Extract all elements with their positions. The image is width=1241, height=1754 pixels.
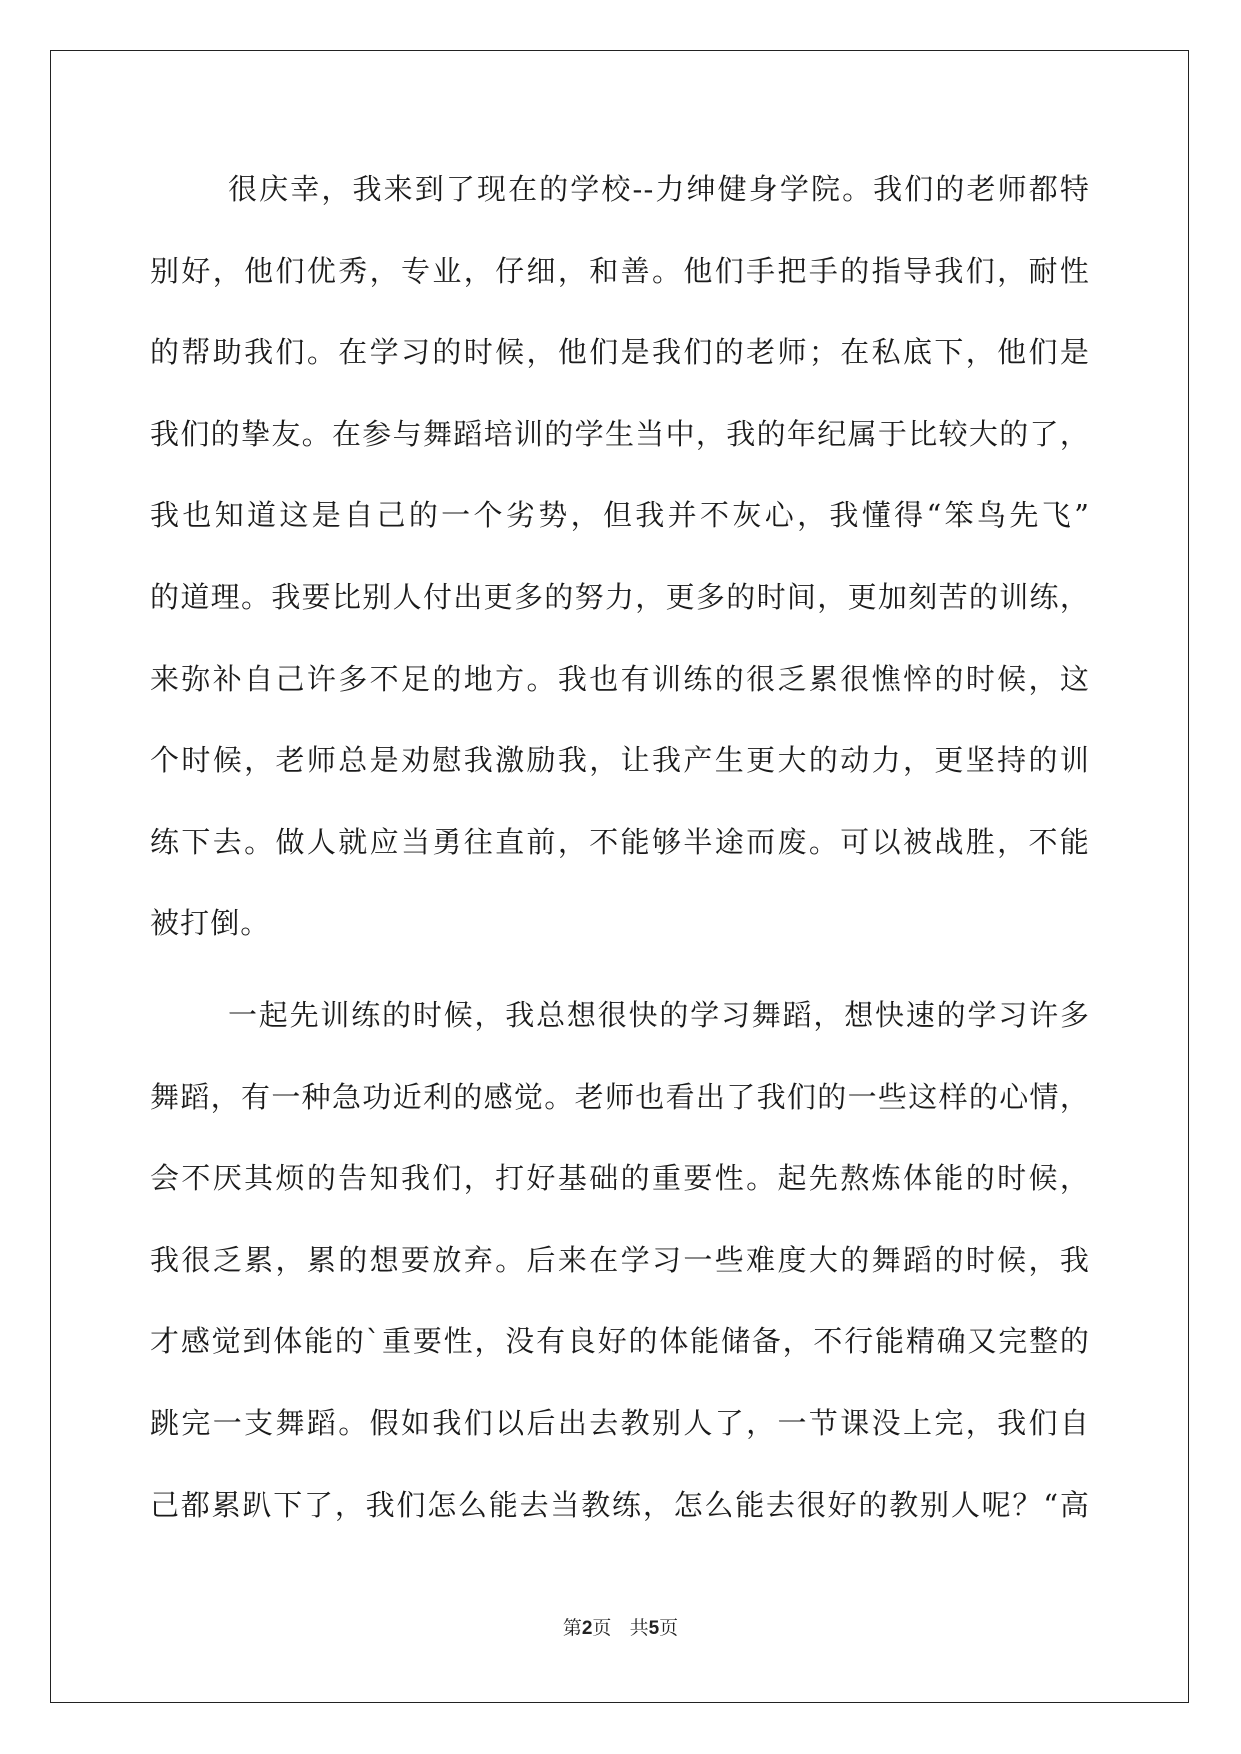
paragraph-1-line-6: 的道理。我要比别人付出更多的努力，更多的时间，更加刻苦的训练， <box>150 579 1090 614</box>
paragraph-1-line-8: 个时候，老师总是劝慰我激励我，让我产生更大的动力，更坚持的训 <box>150 743 1090 778</box>
total-prefix: 共 <box>629 1617 649 1639</box>
paragraph-2-line-2: 舞蹈，有一种急功近利的感觉。老师也看出了我们的一些这样的心情， <box>150 1079 1090 1114</box>
document-body <box>150 159 1090 1556</box>
current-page-number: 2 <box>581 1618 593 1639</box>
paragraph-2-line-4: 我很乏累，累的想要放弃。后来在学习一些难度大的舞蹈的时候，我 <box>150 1242 1090 1277</box>
page-prefix: 第 <box>562 1617 582 1639</box>
paragraph-2-line-5: 才感觉到体能的`重要性，没有良好的体能储备，不行能精确又完整的 <box>150 1324 1090 1359</box>
page-suffix: 页 <box>592 1617 612 1639</box>
paragraph-1-line-5: 我也知道这是自己的一个劣势，但我并不灰心，我懂得“笨鸟先飞” <box>150 498 1090 533</box>
paragraph-1-line-2: 别好，他们优秀，专业，仔细，和善。他们手把手的指导我们，耐性 <box>150 253 1090 288</box>
total-suffix: 页 <box>659 1617 679 1639</box>
paragraph-1-line-9: 练下去。做人就应当勇往直前，不能够半途而废。可以被战胜，不能 <box>150 824 1090 859</box>
paragraph-1-line-3: 的帮助我们。在学习的时候，他们是我们的老师；在私底下，他们是 <box>150 335 1090 370</box>
total-page-number: 5 <box>648 1618 660 1639</box>
paragraph-1-line-7: 来弥补自己许多不足的地方。我也有训练的很乏累很憔悴的时候，这 <box>150 661 1090 696</box>
paragraph-1-line-4: 我们的挚友。在参与舞蹈培训的学生当中，我的年纪属于比较大的了， <box>150 416 1090 451</box>
page-footer <box>0 1613 1241 1640</box>
paragraph-2-line-1: 一起先训练的时候，我总想很快的学习舞蹈，想快速的学习许多 <box>228 997 1090 1032</box>
paragraph-2-line-7: 己都累趴下了，我们怎么能去当教练，怎么能去很好的教别人呢？“高 <box>150 1487 1090 1522</box>
paragraph-1-line-1: 很庆幸，我来到了现在的学校--力绅健身学院。我们的老师都特 <box>228 172 1090 206</box>
paragraph-2-line-3: 会不厌其烦的告知我们，打好基础的重要性。起先熬炼体能的时候， <box>150 1161 1090 1196</box>
paragraph-2-line-6: 跳完一支舞蹈。假如我们以后出去教别人了，一节课没上完，我们自 <box>150 1405 1090 1440</box>
paragraph-1-line-10: 被打倒。 <box>150 906 271 941</box>
paragraph-gap <box>150 975 1090 985</box>
